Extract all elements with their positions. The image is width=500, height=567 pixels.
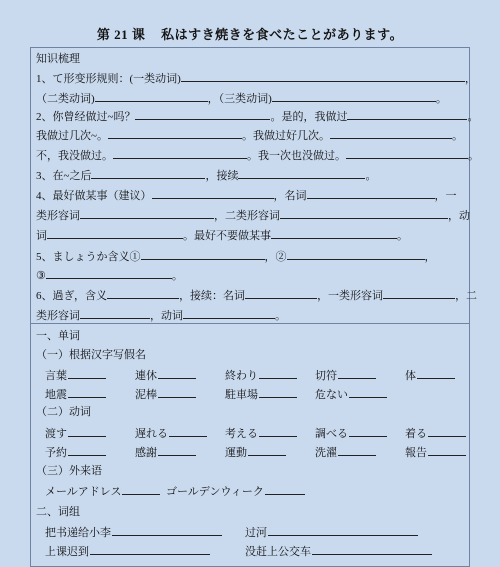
punct: 。: [467, 111, 479, 123]
punct: 。: [435, 93, 447, 105]
label: 我做过几次~。: [36, 130, 108, 142]
blank-field[interactable]: [330, 128, 452, 139]
word: 着る: [405, 428, 427, 440]
phrase-item: [245, 524, 418, 540]
phrase-item: [245, 543, 432, 559]
label: 。是的，我做过: [270, 111, 348, 123]
vocab-item: [315, 444, 376, 460]
word: 危ない: [315, 389, 348, 401]
blank-field[interactable]: [141, 249, 265, 260]
blank-field[interactable]: [417, 368, 455, 379]
blank-field[interactable]: [347, 109, 467, 120]
phrase: 上课迟到: [45, 546, 89, 558]
label: 2、你曾经做过~吗？: [36, 111, 136, 123]
punct: 。: [397, 230, 408, 242]
label: 类形容词: [36, 310, 80, 322]
phrases-heading: 二、词组: [36, 506, 80, 518]
phrase: 把书递给小李: [45, 527, 111, 539]
vocab-item: [135, 444, 196, 460]
section-divider: [30, 323, 470, 324]
vocab-item: [135, 367, 196, 383]
vocab-item: [45, 483, 160, 499]
vocab-row-5: [0, 483, 500, 497]
vocab-sub1: （一）根据汉字写假名: [36, 349, 146, 361]
blank-field[interactable]: [158, 368, 196, 379]
word: メールアドレス: [45, 486, 122, 498]
label: 4、最好做某事（建议）: [36, 190, 152, 202]
label: 。我做过好几次。: [241, 130, 330, 142]
punct: ，: [464, 73, 476, 85]
word: 駐車場: [225, 389, 258, 401]
word: 泥棒: [135, 389, 157, 401]
blank-field[interactable]: [80, 208, 214, 219]
blank-field[interactable]: [280, 208, 448, 219]
punct: 。: [365, 170, 377, 182]
vocab-item: [225, 444, 286, 460]
knowledge-line-13: [36, 308, 286, 323]
vocab-item: [225, 386, 297, 402]
punct: ，: [424, 251, 436, 263]
label: （二类动词): [36, 93, 95, 105]
vocab-item: [45, 444, 106, 460]
blank-field[interactable]: [169, 426, 207, 437]
vocab-heading: 一、单词: [36, 330, 80, 342]
label: ，接续: [205, 170, 239, 182]
word: 地震: [45, 389, 67, 401]
blank-field[interactable]: [259, 426, 297, 437]
vocab-row-2: [0, 386, 500, 400]
knowledge-line-7: [36, 188, 457, 203]
vocab-row-4: [0, 444, 500, 458]
blank-field[interactable]: [383, 288, 455, 299]
blank-field[interactable]: [265, 484, 305, 495]
word: 運動: [225, 447, 247, 459]
knowledge-line-3: [36, 109, 478, 124]
blank-field[interactable]: [428, 426, 466, 437]
label: ，②: [264, 251, 287, 263]
knowledge-line-11: [36, 268, 183, 283]
blank-field[interactable]: [259, 387, 297, 398]
blank-field[interactable]: [68, 368, 106, 379]
label: 。我一次也没做过。: [247, 150, 346, 162]
blank-field[interactable]: [338, 445, 376, 456]
blank-field[interactable]: [349, 426, 387, 437]
blank-field[interactable]: [68, 426, 106, 437]
word: 遅れる: [135, 428, 168, 440]
label: ，一类形容词: [317, 290, 384, 302]
knowledge-line-10: [36, 249, 436, 264]
vocab-row-3: [0, 425, 500, 439]
word: ゴールデンウィーク: [166, 486, 264, 498]
blank-field[interactable]: [68, 387, 106, 398]
blank-field[interactable]: [338, 368, 376, 379]
page-title: [0, 24, 500, 43]
knowledge-line-8: [36, 208, 470, 223]
label: 。最好不要做某事: [183, 230, 271, 242]
blank-field[interactable]: [152, 188, 274, 199]
label: ，一: [434, 190, 457, 202]
knowledge-line-4: [36, 128, 463, 143]
word: 渡す: [45, 428, 67, 440]
blank-field[interactable]: [80, 308, 150, 319]
vocab-row-1: [0, 367, 500, 381]
blank-field[interactable]: [245, 288, 317, 299]
blank-field[interactable]: [259, 368, 297, 379]
blank-field[interactable]: [349, 387, 387, 398]
lesson-number: 第 21 课: [96, 27, 146, 42]
phrase-item: [45, 543, 210, 559]
label: ，动: [448, 210, 470, 222]
label: ，二类形容词: [214, 210, 280, 222]
vocab-item: [45, 367, 106, 383]
vocab-item: [225, 425, 297, 441]
label: 词: [36, 230, 47, 242]
blank-field[interactable]: [122, 484, 160, 495]
blank-field[interactable]: [90, 544, 210, 555]
knowledge-line-5: [36, 148, 479, 163]
word: 言葉: [45, 370, 67, 382]
blank-field[interactable]: [346, 148, 468, 159]
lesson-sentence: 私はすき焼きを食べたことがあります。: [161, 27, 404, 42]
label: ，（三类动词): [207, 93, 272, 105]
word: 感謝: [135, 447, 157, 459]
blank-field[interactable]: [248, 445, 286, 456]
blank-field[interactable]: [272, 91, 436, 102]
blank-field[interactable]: [112, 525, 222, 536]
label: ③: [36, 270, 46, 282]
blank-field[interactable]: [47, 228, 183, 239]
blank-field[interactable]: [135, 109, 270, 120]
phrase-row-1: [0, 524, 500, 538]
word: 考える: [225, 428, 258, 440]
vocab-item: [135, 386, 196, 402]
blank-field[interactable]: [271, 228, 397, 239]
vocab-sub3: （三）外来语: [36, 465, 102, 477]
vocab-sub2: （二）动词: [36, 406, 91, 418]
label: 类形容词: [36, 210, 80, 222]
word: 連休: [135, 370, 157, 382]
blank-field[interactable]: [181, 71, 465, 82]
phrase-row-2: [0, 543, 500, 557]
label: ，名词: [273, 190, 307, 202]
word: 終わり: [225, 370, 258, 382]
knowledge-line-12: [36, 288, 477, 303]
blank-field[interactable]: [158, 387, 196, 398]
word: 切符: [315, 370, 337, 382]
vocab-item: [45, 386, 106, 402]
label: ，二: [455, 290, 478, 302]
label: ，动词: [150, 310, 183, 322]
vocab-item: [315, 367, 376, 383]
word: 体: [405, 370, 416, 382]
vocab-item: [405, 367, 455, 383]
blank-field[interactable]: [113, 148, 247, 159]
blank-field[interactable]: [428, 445, 466, 456]
blank-field[interactable]: [108, 128, 242, 139]
punct: 。: [171, 270, 183, 282]
blank-field[interactable]: [183, 308, 275, 319]
punct: 。: [468, 150, 479, 162]
label: 3、在~之后: [36, 170, 92, 182]
blank-field[interactable]: [158, 445, 196, 456]
vocab-item: [225, 367, 297, 383]
blank-field[interactable]: [95, 91, 208, 102]
vocab-item: [315, 386, 387, 402]
blank-field[interactable]: [91, 168, 205, 179]
word: 予約: [45, 447, 67, 459]
vocab-item: [135, 425, 207, 441]
punct: 。: [275, 310, 286, 322]
knowledge-line-2: [36, 91, 447, 106]
vocab-item: [405, 425, 466, 441]
vocab-item: [45, 425, 106, 441]
phrase-item: [45, 524, 222, 540]
blank-field[interactable]: [238, 168, 365, 179]
vocab-item: [166, 483, 305, 499]
blank-field[interactable]: [312, 544, 432, 555]
word: 報告: [405, 447, 427, 459]
word: 調べる: [315, 428, 348, 440]
blank-field[interactable]: [107, 288, 179, 299]
label: 6、過ぎ，含义: [36, 290, 108, 302]
phrase: 过河: [245, 527, 267, 539]
knowledge-line-6: [36, 168, 376, 183]
phrase: 没赶上公交车: [245, 546, 311, 558]
vocab-item: [315, 425, 387, 441]
knowledge-heading: 知识梳理: [36, 53, 80, 65]
blank-field[interactable]: [68, 445, 106, 456]
label: 1、て形变形规则：(一类动词): [36, 73, 181, 85]
knowledge-line-1: [36, 71, 476, 86]
blank-field[interactable]: [287, 249, 425, 260]
label: 5、ましょうか含义①: [36, 251, 141, 263]
blank-field[interactable]: [307, 188, 435, 199]
label: 不，我没做过。: [36, 150, 113, 162]
label: ，接续：名词: [179, 290, 246, 302]
punct: 。: [451, 130, 463, 142]
blank-field[interactable]: [268, 525, 418, 536]
blank-field[interactable]: [46, 268, 172, 279]
knowledge-line-9: [36, 228, 408, 243]
word: 洗濯: [315, 447, 337, 459]
vocab-item: [405, 444, 466, 460]
